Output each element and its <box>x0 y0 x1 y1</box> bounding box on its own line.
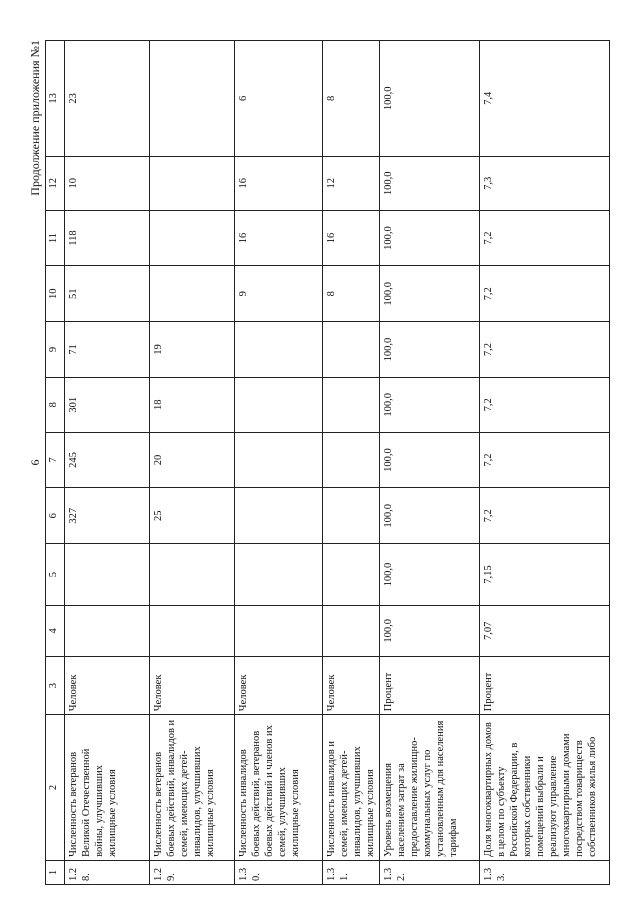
row-number: 1.32. <box>380 860 480 884</box>
table-row <box>480 41 610 885</box>
unit: Человек <box>235 656 323 714</box>
value-cell: 118 <box>65 210 150 265</box>
header-cell: 9 <box>46 322 65 377</box>
value-cell: 100,0 <box>380 377 480 432</box>
indicator-name: Численность ветеранов боевых действий, инвалидов и семей, имеющих детей-инвалидов, улучшивших жилищные условия <box>150 715 235 861</box>
row-number: 1.28. <box>65 860 150 884</box>
value-cell: 7,2 <box>480 377 610 432</box>
value-cell: 16 <box>235 210 323 265</box>
value-cell: 16 <box>323 210 380 265</box>
value-cell <box>323 488 380 544</box>
value-cell: 100,0 <box>380 322 480 377</box>
value-cell: 7,2 <box>480 488 610 544</box>
value-cell: 100,0 <box>380 488 480 544</box>
header-cell: 6 <box>46 488 65 544</box>
header-cell: 5 <box>46 544 65 605</box>
row-number: 1.30. <box>235 860 323 884</box>
value-cell: 18 <box>150 377 235 432</box>
value-cell: 327 <box>65 488 150 544</box>
value-cell: 100,0 <box>380 266 480 322</box>
value-cell <box>323 432 380 487</box>
value-cell: 23 <box>65 41 150 157</box>
value-cell <box>150 41 235 157</box>
header-cell: 10 <box>46 266 65 322</box>
value-cell <box>150 266 235 322</box>
rotated-page <box>20 40 598 885</box>
value-cell: 51 <box>65 266 150 322</box>
value-cell <box>323 605 380 656</box>
table-row <box>323 41 380 885</box>
indicator-name: Численность инвалидов и семей, имеющих детей-инвалидов, улучшивших жилищные условия <box>323 715 380 861</box>
value-cell: 71 <box>65 322 150 377</box>
indicator-name: Уровень возмещения населением затрат за предоставление жилищно-коммунальных услуг по установленным для населения тарифам <box>380 715 480 861</box>
unit: Человек <box>323 656 380 714</box>
header-cell: 1 <box>46 860 65 884</box>
row-number: 1.33. <box>480 860 610 884</box>
unit: Человек <box>150 656 235 714</box>
value-cell: 9 <box>235 266 323 322</box>
row-number: 1.31. <box>323 860 380 884</box>
value-cell: 12 <box>323 156 380 210</box>
value-cell: 301 <box>65 377 150 432</box>
header-cell: 2 <box>46 715 65 861</box>
header-cell: 7 <box>46 432 65 487</box>
unit: Человек <box>65 656 150 714</box>
value-cell: 8 <box>323 266 380 322</box>
value-cell: 7,4 <box>480 41 610 157</box>
row-number: 1.29. <box>150 860 235 884</box>
indicator-name: Доля многоквартирных домов в целом по субъекту Российской Федерации, в которых собственники помещений выбрали и реализуют управление многоквартирными домами посредством товариществ собственников жилья либо <box>480 715 610 861</box>
value-cell: 6 <box>235 41 323 157</box>
header-row <box>46 41 65 885</box>
value-cell: 100,0 <box>380 544 480 605</box>
appendix-label: Продолжение приложения №1 <box>28 40 42 196</box>
unit: Процент <box>380 656 480 714</box>
indicator-name: Численность инвалидов боевых действий, ветеранов боевых действий и членов их семей, улучшивших жилищные условия <box>235 715 323 861</box>
value-cell: 10 <box>65 156 150 210</box>
page-number: 6 <box>28 459 42 466</box>
value-cell: 25 <box>150 488 235 544</box>
value-cell <box>323 377 380 432</box>
value-cell <box>235 488 323 544</box>
value-cell: 7,07 <box>480 605 610 656</box>
value-cell <box>235 544 323 605</box>
value-cell: 7,2 <box>480 322 610 377</box>
table-row <box>150 41 235 885</box>
value-cell <box>235 322 323 377</box>
header-cell: 4 <box>46 605 65 656</box>
value-cell <box>235 605 323 656</box>
value-cell <box>235 432 323 487</box>
header-cell: 8 <box>46 377 65 432</box>
value-cell: 100,0 <box>380 156 480 210</box>
table-row <box>65 41 150 885</box>
value-cell <box>150 605 235 656</box>
value-cell <box>323 544 380 605</box>
value-cell: 7,2 <box>480 432 610 487</box>
value-cell: 100,0 <box>380 605 480 656</box>
value-cell: 20 <box>150 432 235 487</box>
indicator-name: Численность ветеранов Великой Отечественной войны, улучшивших жилищные условия <box>65 715 150 861</box>
value-cell: 7,2 <box>480 210 610 265</box>
header-cell: 13 <box>46 41 65 157</box>
value-cell: 7,2 <box>480 266 610 322</box>
value-cell <box>65 605 150 656</box>
header-cell: 12 <box>46 156 65 210</box>
value-cell: 100,0 <box>380 432 480 487</box>
value-cell: 19 <box>150 322 235 377</box>
value-cell <box>150 156 235 210</box>
value-cell: 8 <box>323 41 380 157</box>
value-cell: 100,0 <box>380 210 480 265</box>
unit: Процент <box>480 656 610 714</box>
value-cell: 245 <box>65 432 150 487</box>
value-cell <box>235 377 323 432</box>
header-cell: 11 <box>46 210 65 265</box>
value-cell: 7,15 <box>480 544 610 605</box>
value-cell <box>150 210 235 265</box>
value-cell: 7,3 <box>480 156 610 210</box>
value-cell <box>323 322 380 377</box>
header-cell: 3 <box>46 656 65 714</box>
table-row <box>235 41 323 885</box>
value-cell: 100,0 <box>380 41 480 157</box>
value-cell <box>65 544 150 605</box>
indicators-table <box>45 40 610 885</box>
value-cell: 16 <box>235 156 323 210</box>
value-cell <box>150 544 235 605</box>
table-row <box>380 41 480 885</box>
